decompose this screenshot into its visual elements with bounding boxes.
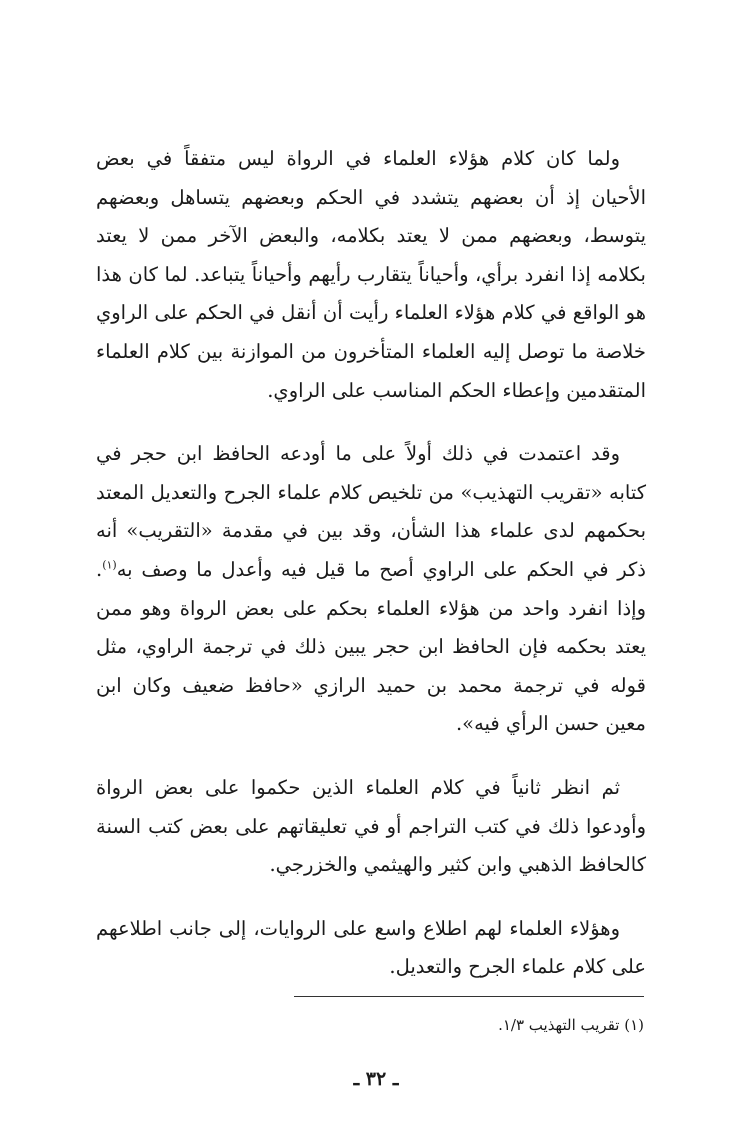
paragraph-4: وهؤلاء العلماء لهم اطلاع واسع على الروايات، إلى جانب اطلاعهم على كلام علماء الجرح والتعديل. bbox=[96, 916, 646, 979]
paragraph-2-before-footnote: وقد اعتمدت في ذلك أولاً على ما أودعه الحافظ ابن حجر في كتابه «تقريب التهذيب» من تلخيص كلام علماء الجرح والتعديل المعتد بحكمهم لدى علماء هذا الشأن، وقد بين في مقدمة «التقريب» أنه ذكر في الحكم على الراوي أصح ما قيل فيه وأعدل ما وصف به bbox=[96, 442, 646, 581]
paragraph-3: ثم انظر ثانياً في كلام العلماء الذين حكموا على بعض الرواة وأودعوا ذلك في كتب التراجم أو في تعليقاتهم على بعض كتب السنة كالحافظ الذهبي وابن كثير والهيثمي والخزرجي. bbox=[96, 775, 646, 877]
footnote-marker: (١) bbox=[102, 558, 117, 572]
page-number: ـ ٣٢ ـ bbox=[353, 1068, 399, 1090]
paragraph-2-after-footnote: . وإذا انفرد واحد من هؤلاء العلماء بحكم على بعض الرواة وهو ممن يعتد بحكمه فإن الحافظ ابن حجر يبين ذلك في ترجمة الراوي، مثل قوله في ترجمة محمد بن حميد الرازي «حافظ ضعيف وكان ابن معين حسن الرأي فيه». bbox=[96, 557, 646, 736]
footnote: (١) تقريب التهذيب ١/٣. bbox=[498, 1016, 644, 1034]
footnote-divider bbox=[294, 996, 644, 997]
paragraph-2 bbox=[96, 435, 646, 744]
body-text bbox=[96, 140, 646, 987]
paragraph-1: ولما كان كلام هؤلاء العلماء في الرواة ليس متفقاً في بعض الأحيان إذ أن بعضهم يتشدد في الحكم وبعضهم يتساهل وبعضهم يتوسط، وبعضهم ممن لا يعتد بكلامه، والبعض الآخر ممن لا يعتد بكلامه إذا انفرد برأي، وأحياناً يتقارب رأيهم وأحياناً يتباعد. لما كان هذا هو الواقع في كلام هؤلاء العلماء رأيت أن أنقل في الحكم على الراوي خلاصة ما توصل إليه العلماء المتأخرون من الموازنة بين كلام العلماء المتقدمين وإعطاء الحكم المناسب على الراوي. bbox=[96, 147, 646, 402]
